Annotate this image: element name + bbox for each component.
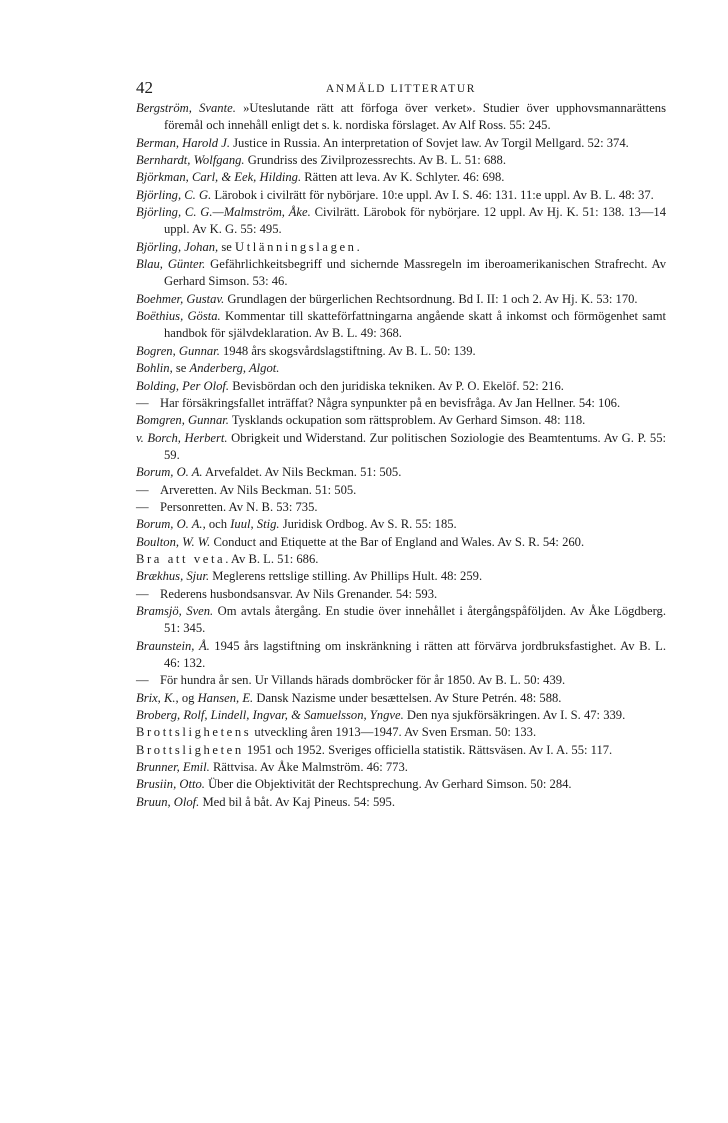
bibliography-entry [136, 291, 666, 308]
entry-author: Björling, C. G. [136, 187, 212, 202]
bibliography-entry [136, 499, 666, 516]
entry-text: 1951 och 1952. Sveriges officiella statistik. Rättsväsen. Av I. A. 55: 117. [243, 742, 613, 757]
bibliography-entry [136, 308, 666, 343]
entry-text: Dansk Nazisme under besættelsen. Av Sture Petrén. 48: 588. [253, 690, 562, 705]
bibliography-entry [136, 568, 666, 585]
page-number: 42 [136, 78, 153, 97]
bibliography-entry [136, 378, 666, 395]
entry-text: Civilrätt. Lärobok för nybörjare. 12 uppl. Av Hj. K. 51: 138. 13—14 uppl. Av K. G. 55: 495. [164, 205, 666, 237]
entry-author: Iuul, Stig. [230, 517, 280, 532]
bibliography-entry [136, 672, 666, 689]
entry-spaced-title: Utlänningslagen [235, 239, 357, 254]
bibliography-entry [136, 638, 666, 673]
bibliography-entry [136, 412, 666, 429]
entry-text: Rättvisa. Av Åke Malmström. 46: 773. [209, 760, 408, 775]
entry-author: Björling, Johan, [136, 239, 219, 254]
bibliography-entry [136, 482, 666, 499]
bibliography-entry [136, 724, 666, 741]
entry-author: Borum, O. A. [136, 465, 203, 480]
entry-author: Bomgren, Gunnar. [136, 413, 229, 428]
entry-text: 1948 års skogsvårdslagstiftning. Av B. L. 50: 139. [219, 343, 476, 358]
bibliography-entry [136, 204, 666, 239]
entry-text: För hundra år sen. Ur Villands härads dombröcker för år 1850. Av B. L. 50: 439. [160, 673, 566, 688]
entry-author: Bergström, Svante. [136, 101, 236, 115]
bibliography-entry [136, 239, 666, 256]
entry-author: Boehmer, Gustav. [136, 291, 225, 306]
bibliography-entry [136, 395, 666, 412]
entry-author: Boulton, W. W. [136, 534, 211, 549]
bibliography-entry [136, 551, 666, 568]
entry-text: Conduct and Etiquette at the Bar of England and Wales. Av S. R. 54: 260. [210, 534, 585, 549]
entry-text: Grundriss des Zivilprozessrechts. Av B. L. 51: 688. [244, 153, 506, 168]
entry-text: Arvefaldet. Av Nils Beckman. 51: 505. [202, 465, 402, 480]
entry-text: utveckling åren 1913—1947. Av Sven Ersman. 50: 133. [251, 725, 537, 740]
entry-text: Bevisbördan och den juridiska tekniken. Av P. O. Ekelöf. 52: 216. [229, 378, 564, 393]
bibliography-entry [136, 776, 666, 793]
entry-author: Boëthius, Gösta. [136, 309, 221, 324]
entry-author: Bohlin, [136, 361, 173, 376]
entry-author: Anderberg, Algot. [189, 361, 280, 376]
entry-text: Den nya sjukförsäkringen. Av I. S. 47: 339. [403, 708, 626, 723]
bibliography-entry [136, 187, 666, 204]
entry-dash: — [136, 586, 149, 601]
bibliography-entry [136, 152, 666, 169]
entry-text: 1945 års lagstiftning om inskränkning i rätten att förvärva jordbruksfastighet. Av B. L. 46: 132. [164, 638, 666, 670]
entry-dash: — [136, 395, 149, 410]
entry-text: Med bil å båt. Av Kaj Pineus. 54: 595. [199, 794, 395, 809]
entry-author: Björkman, Carl, & Eek, Hilding. [136, 170, 302, 185]
entry-text: Rätten att leva. Av K. Schlyter. 46: 698. [301, 170, 505, 185]
entry-author: Bogren, Gunnar. [136, 343, 220, 358]
entry-author: Brækhus, Sjur. [136, 569, 210, 584]
bibliography-entry [136, 534, 666, 551]
bibliography-entry [136, 690, 666, 707]
running-title: ANMÄLD LITTERATUR [325, 83, 477, 95]
bibliography-entry [136, 169, 666, 186]
entry-text: Rederens husbondsansvar. Av Nils Grenander. 54: 593. [160, 586, 438, 601]
entry-author: Hansen, E. [197, 690, 254, 705]
entry-author: Bernhardt, Wolfgang. [136, 153, 245, 168]
bibliography-entry [136, 256, 666, 291]
bibliography-entry [136, 586, 666, 603]
entry-text: og [178, 690, 198, 705]
entry-author: Blau, Günter. [136, 257, 206, 272]
entry-author: Bruun, Olof. [136, 794, 200, 809]
bibliography-entry [136, 759, 666, 776]
entry-text: Om avtals återgång. En studie över innehållet i återgångspåföljden. Av Åke Lögdberg. 51: 345. [164, 603, 667, 636]
bibliography-entry [136, 100, 666, 135]
entry-dash: — [136, 482, 149, 497]
entry-text: Obrigkeit und Widerstand. Zur politischen Soziologie des Beamtentums. Av G. P. 55: 59. [164, 430, 666, 462]
bibliography-entry [136, 464, 666, 481]
entry-author: Broberg, Rolf, Lindell, Ingvar, & Samuelsson, Yngve. [136, 708, 404, 723]
entry-text: . [356, 239, 360, 254]
entry-dash: — [136, 673, 149, 688]
entry-spaced-title: Brottslighetens [136, 725, 252, 740]
bibliography-entry [136, 430, 666, 465]
bibliography-entry [136, 135, 666, 152]
bibliography-entry [136, 794, 666, 811]
entry-text: Har försäkringsfallet inträffat? Några synpunkter på en bevisfråga. Av Jan Hellner. 54: 106. [160, 395, 621, 410]
entry-text: Über die Objektivität der Rechtsprechung. Av Gerhard Simson. 50: 284. [204, 777, 572, 792]
entry-text: Lärobok i civilrätt för nybörjare. 10:e uppl. Av I. S. 46: 131. 11:e uppl. Av B. L. 48: 37. [211, 187, 654, 202]
entry-dash: — [136, 499, 149, 514]
entry-author: v. Borch, Herbert. [136, 430, 228, 445]
entry-text: Meglerens rettslige stilling. Av Phillips Hult. 48: 259. [209, 569, 483, 584]
entry-author: Brusiin, Otto. [136, 777, 205, 792]
bibliography-entry [136, 343, 666, 360]
bibliography-entry [136, 707, 666, 724]
entry-text: och [205, 517, 231, 532]
entry-author: Berman, Harold J. [136, 135, 230, 150]
bibliography-list [136, 100, 666, 811]
entry-text: se [218, 239, 236, 254]
entry-spaced-title: Brottsligheten [136, 742, 244, 757]
entry-text: Kommentar till skatteförfattningarna angående skatt å inkomst och förmögenhet samt handbok för självdeklaration. Av B. L. 49: 368. [164, 309, 666, 341]
entry-author: Bolding, Per Olof. [136, 378, 230, 393]
entry-text: Gefährlichkeitsbegriff und sichernde Massregeln im iberoamerikanischen Strafrecht. Av Gerhard Simson. 53: 46. [164, 257, 667, 289]
entry-author: Brix, K., [136, 690, 179, 705]
entry-text: Juridisk Ordbog. Av S. R. 55: 185. [279, 517, 457, 532]
bibliography-entry [136, 742, 666, 759]
entry-text: Arveretten. Av Nils Beckman. 51: 505. [160, 482, 357, 497]
entry-text: Justice in Russia. An interpretation of Sovjet law. Av Torgil Mellgard. 52: 374. [229, 135, 629, 150]
bibliography-entry [136, 516, 666, 533]
bibliography-entry [136, 603, 666, 638]
entry-author: Björling, C. G.—Malmström, Åke. [136, 205, 311, 220]
entry-author: Bramsjö, Sven. [136, 603, 214, 618]
entry-author: Brunner, Emil. [136, 760, 210, 775]
entry-text: Grundlagen der bürgerlichen Rechtsordnung. Bd I. II: 1 och 2. Av Hj. K. 53: 170. [224, 291, 638, 306]
entry-author: Braunstein, Å. [136, 638, 210, 653]
entry-text: se [172, 361, 190, 376]
entry-spaced-title: Bra att veta [136, 551, 226, 566]
entry-text: »Uteslutande rätt att förfoga över verket». Studier över upphovsmannarättens föremål och innehåll enligt det s. k. nordiska förslaget. Av Alf Ross. 55: 245. [164, 101, 666, 133]
running-head [136, 78, 666, 98]
entry-text: Personretten. Av N. B. 53: 735. [160, 499, 318, 514]
entry-text: . Av B. L. 51: 686. [225, 551, 319, 566]
entry-author: Borum, O. A., [136, 517, 206, 532]
entry-text: Tysklands ockupation som rättsproblem. Av Gerhard Simson. 48: 118. [228, 413, 586, 428]
bibliography-entry [136, 360, 666, 377]
